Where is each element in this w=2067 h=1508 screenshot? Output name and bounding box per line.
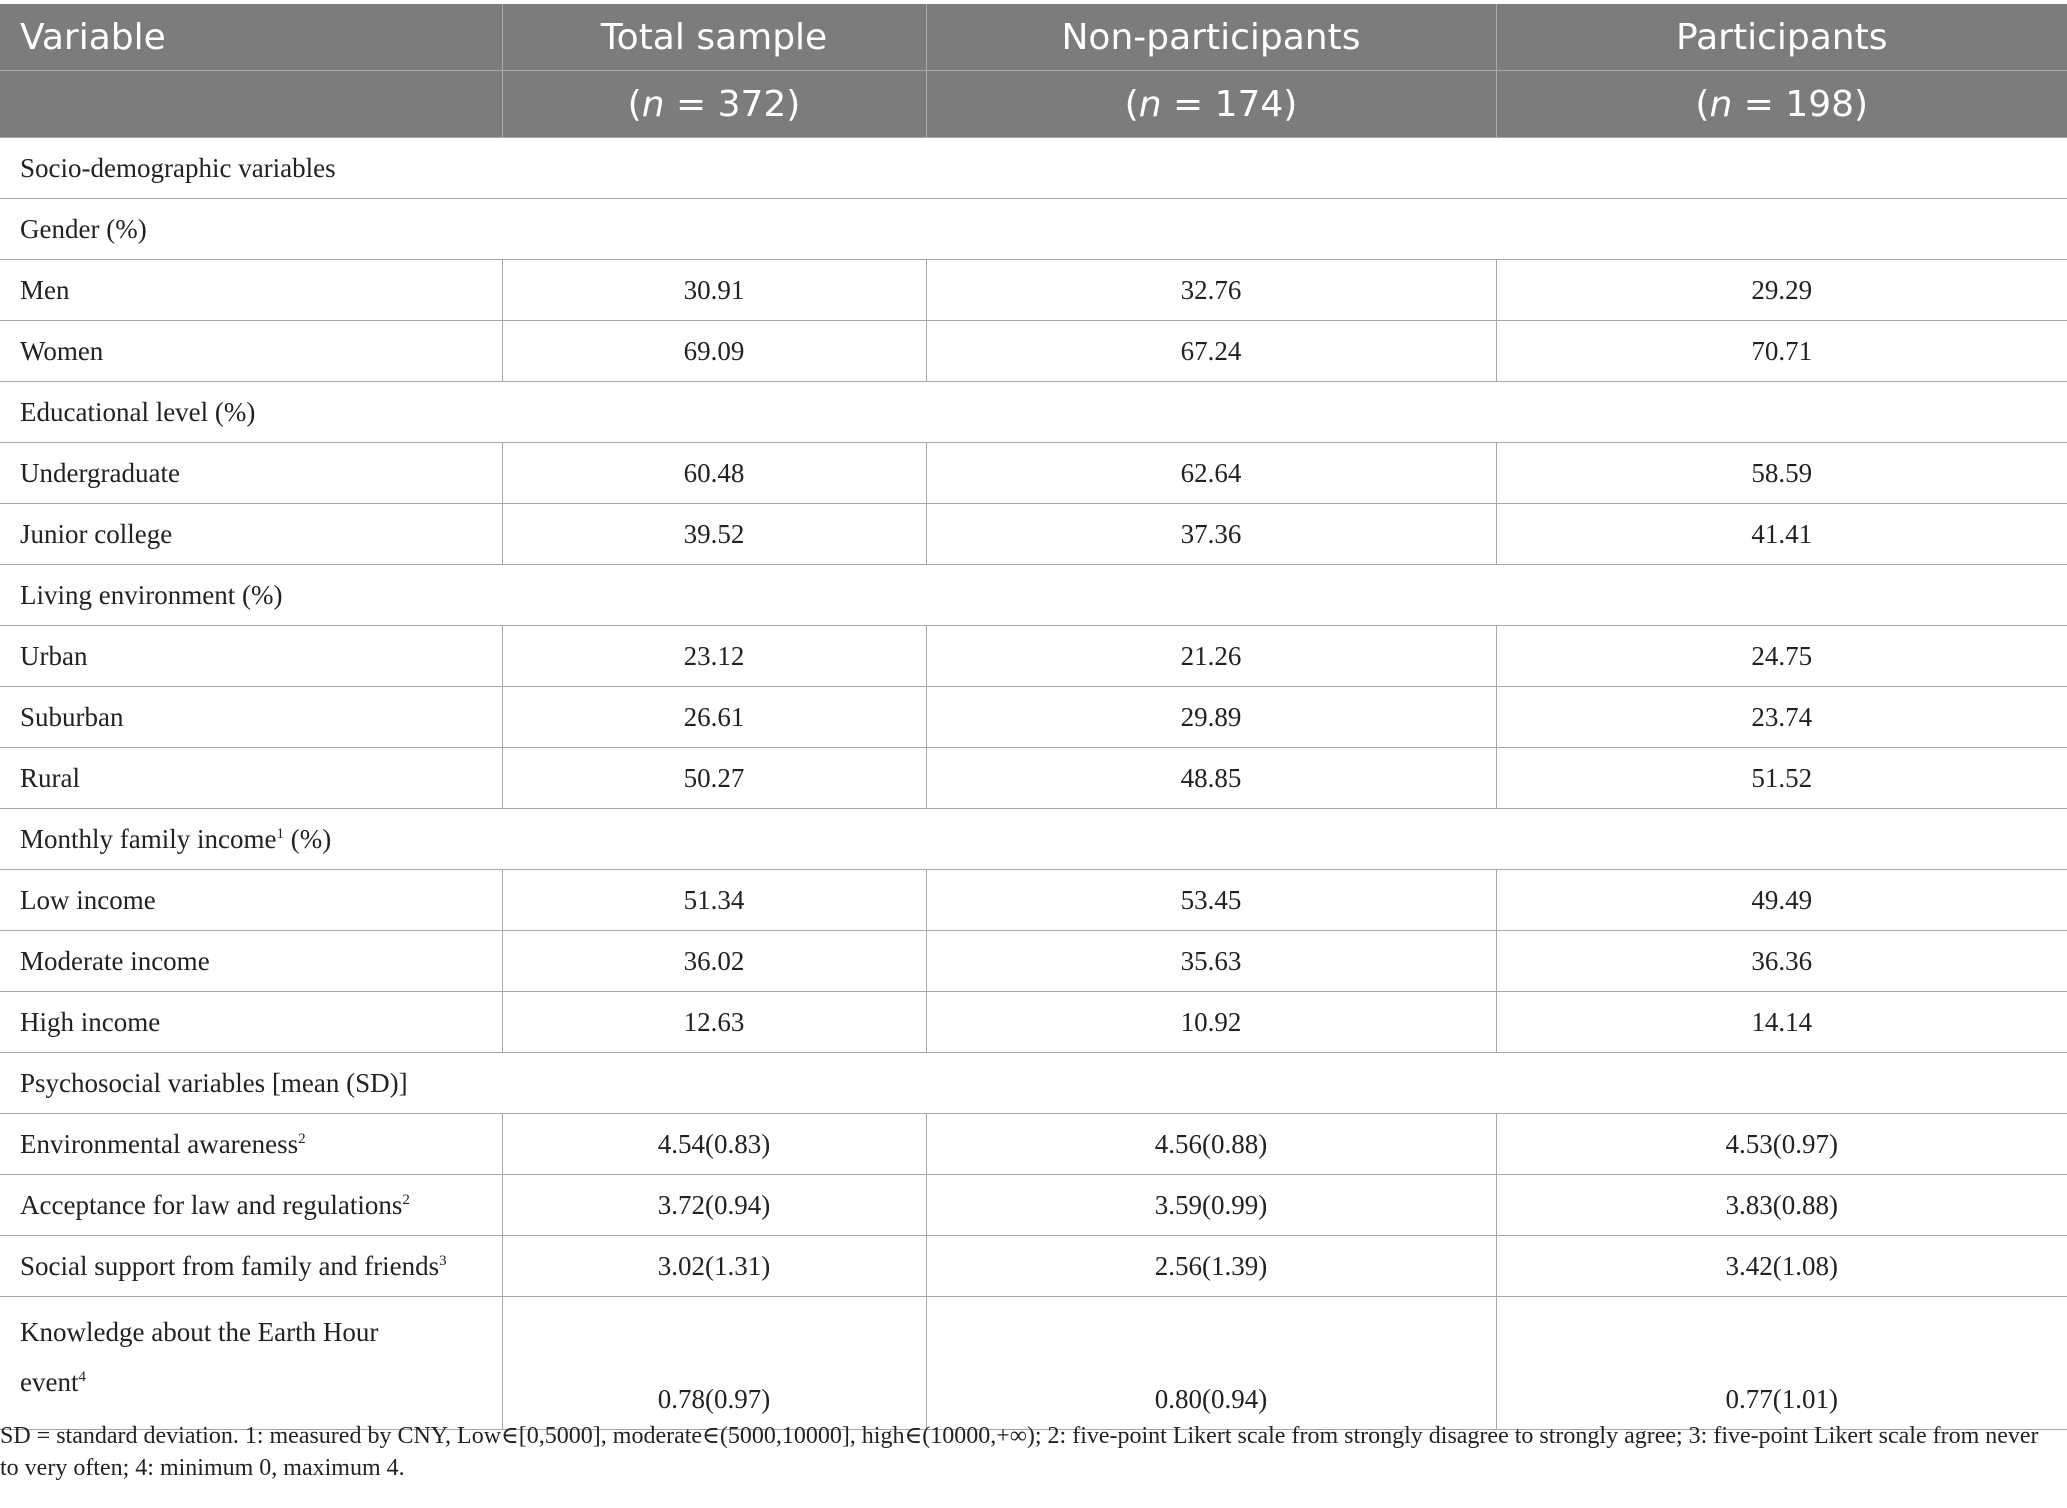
cell-participants: 70.71 bbox=[1496, 321, 2067, 382]
cell-total: 36.02 bbox=[502, 931, 926, 992]
cell-total: 26.61 bbox=[502, 687, 926, 748]
row-label: Acceptance for law and regulations$^2$ bbox=[0, 1175, 502, 1236]
cell-non-participants: 35.63 bbox=[926, 931, 1496, 992]
table-body bbox=[0, 138, 2067, 1430]
section-row bbox=[0, 1053, 2067, 1114]
cell-total: 3.02(1.31) bbox=[502, 1236, 926, 1297]
cell-participants: 3.83(0.88) bbox=[1496, 1175, 2067, 1236]
section-socio-demographic: Socio-demographic variables bbox=[0, 138, 2067, 199]
row-label: Women bbox=[0, 321, 502, 382]
table-row bbox=[0, 992, 2067, 1053]
cell-non-participants: 21.26 bbox=[926, 626, 1496, 687]
row-label: Moderate income bbox=[0, 931, 502, 992]
cell-participants: 49.49 bbox=[1496, 870, 2067, 931]
cell-participants: 41.41 bbox=[1496, 504, 2067, 565]
cell-total: 4.54(0.83) bbox=[502, 1114, 926, 1175]
cell-total: 69.09 bbox=[502, 321, 926, 382]
table-row bbox=[0, 1114, 2067, 1175]
group-row bbox=[0, 199, 2067, 260]
section-row bbox=[0, 138, 2067, 199]
group-row bbox=[0, 382, 2067, 443]
group-gender: Gender (%) bbox=[0, 199, 2067, 260]
cell-non-participants: 53.45 bbox=[926, 870, 1496, 931]
row-label: Rural bbox=[0, 748, 502, 809]
table-row bbox=[0, 931, 2067, 992]
row-label: Men bbox=[0, 260, 502, 321]
cell-total: 3.72(0.94) bbox=[502, 1175, 926, 1236]
table-row bbox=[0, 260, 2067, 321]
row-label: Suburban bbox=[0, 687, 502, 748]
cell-non-participants: 3.59(0.99) bbox=[926, 1175, 1496, 1236]
group-monthly-income: Monthly family income$^1$ (%) bbox=[0, 809, 2067, 870]
group-row bbox=[0, 809, 2067, 870]
header-blank bbox=[0, 71, 502, 138]
header-variable: Variable bbox=[0, 4, 502, 71]
cell-non-participants: 62.64 bbox=[926, 443, 1496, 504]
cell-participants: 14.14 bbox=[1496, 992, 2067, 1053]
cell-non-participants: 2.56(1.39) bbox=[926, 1236, 1496, 1297]
cell-non-participants: 32.76 bbox=[926, 260, 1496, 321]
cell-non-participants: 67.24 bbox=[926, 321, 1496, 382]
cell-non-participants: 0.80(0.94) bbox=[926, 1297, 1496, 1430]
cell-participants: 0.77(1.01) bbox=[1496, 1297, 2067, 1430]
row-label: Social support from family and friends$^3$ bbox=[0, 1236, 502, 1297]
row-label: Low income bbox=[0, 870, 502, 931]
table-header bbox=[0, 4, 2067, 138]
cell-non-participants: 37.36 bbox=[926, 504, 1496, 565]
row-label: High income bbox=[0, 992, 502, 1053]
row-label: Undergraduate bbox=[0, 443, 502, 504]
table-row bbox=[0, 1175, 2067, 1236]
cell-participants: 29.29 bbox=[1496, 260, 2067, 321]
table-footnote: SD = standard deviation. 1: measured by CNY, Low∈[0,5000], moderate∈(5000,10000], high∈(10000,+∞); 2: five-point Likert scale from strongly disagree to strongly agree; 3: five-point Likert scale from never to very often; 4: minimum 0, maximum 4. bbox=[0, 1423, 2039, 1481]
cell-total: 12.63 bbox=[502, 992, 926, 1053]
header-participants: Participants bbox=[1496, 4, 2067, 71]
cell-participants: 51.52 bbox=[1496, 748, 2067, 809]
table-row bbox=[0, 748, 2067, 809]
table-row bbox=[0, 626, 2067, 687]
cell-participants: 36.36 bbox=[1496, 931, 2067, 992]
table-row bbox=[0, 870, 2067, 931]
row-label: Knowledge about the Earth Hour event$^4$ bbox=[0, 1297, 502, 1430]
header-n-total: (n = 372) bbox=[502, 71, 926, 138]
header-non-participants: Non-participants bbox=[926, 4, 1496, 71]
cell-non-participants: 48.85 bbox=[926, 748, 1496, 809]
header-n-non-participants: (n = 174) bbox=[926, 71, 1496, 138]
row-label: Urban bbox=[0, 626, 502, 687]
table-row bbox=[0, 321, 2067, 382]
row-label: Junior college bbox=[0, 504, 502, 565]
table-row bbox=[0, 687, 2067, 748]
cell-participants: 4.53(0.97) bbox=[1496, 1114, 2067, 1175]
cell-total: 0.78(0.97) bbox=[502, 1297, 926, 1430]
table-row bbox=[0, 443, 2067, 504]
header-total-sample: Total sample bbox=[502, 4, 926, 71]
table-row bbox=[0, 1236, 2067, 1297]
table-row bbox=[0, 504, 2067, 565]
cell-total: 23.12 bbox=[502, 626, 926, 687]
cell-participants: 3.42(1.08) bbox=[1496, 1236, 2067, 1297]
cell-total: 60.48 bbox=[502, 443, 926, 504]
descriptive-statistics-table bbox=[0, 4, 2067, 1430]
group-education: Educational level (%) bbox=[0, 382, 2067, 443]
cell-total: 50.27 bbox=[502, 748, 926, 809]
cell-total: 30.91 bbox=[502, 260, 926, 321]
section-psychosocial: Psychosocial variables [mean (SD)] bbox=[0, 1053, 2067, 1114]
group-row bbox=[0, 565, 2067, 626]
group-living-environment: Living environment (%) bbox=[0, 565, 2067, 626]
cell-total: 39.52 bbox=[502, 504, 926, 565]
cell-non-participants: 4.56(0.88) bbox=[926, 1114, 1496, 1175]
cell-non-participants: 29.89 bbox=[926, 687, 1496, 748]
header-n-participants: (n = 198) bbox=[1496, 71, 2067, 138]
cell-participants: 58.59 bbox=[1496, 443, 2067, 504]
cell-non-participants: 10.92 bbox=[926, 992, 1496, 1053]
cell-participants: 23.74 bbox=[1496, 687, 2067, 748]
table-row bbox=[0, 1297, 2067, 1430]
row-label: Environmental awareness$^2$ bbox=[0, 1114, 502, 1175]
cell-total: 51.34 bbox=[502, 870, 926, 931]
cell-participants: 24.75 bbox=[1496, 626, 2067, 687]
